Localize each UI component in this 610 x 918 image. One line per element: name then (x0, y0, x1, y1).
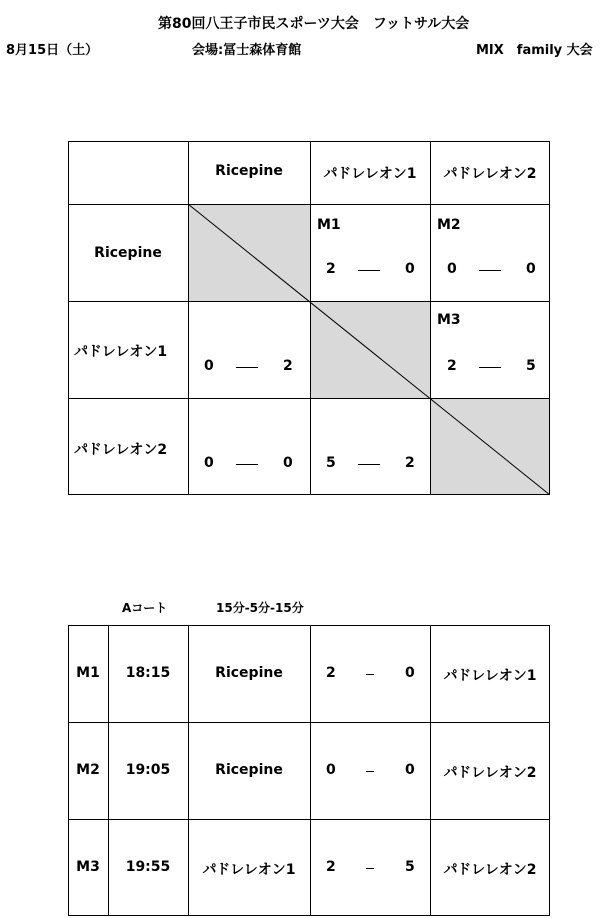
score-away: 0 (405, 261, 415, 277)
schedule-dash (366, 771, 374, 772)
match-label: M2 (437, 217, 461, 233)
schedule-time: 19:55 (125, 859, 171, 875)
score-dash (358, 464, 380, 465)
score-home: 0 (204, 455, 214, 471)
grid-vline (430, 141, 431, 495)
score-home: 2 (326, 261, 336, 277)
schedule-score1: 0 (326, 762, 336, 778)
table-hline (68, 722, 550, 723)
score-home: 2 (447, 358, 457, 374)
tournament-title: 第80回八王子市民スポーツ大会 フットサル大会 (158, 16, 470, 32)
score-dash (236, 367, 258, 368)
grid-border-bottom (68, 494, 550, 495)
score-home: 5 (326, 455, 336, 471)
row-header-team-1: Ricepine (94, 245, 162, 261)
court-label: Aコート (122, 601, 168, 615)
schedule-team1: Ricepine (215, 665, 283, 681)
row-header-team-3: パドレレオン2 (74, 442, 168, 458)
grid-hline (68, 204, 550, 205)
score-dash (236, 464, 258, 465)
schedule-team2: パドレレオン2 (443, 765, 537, 781)
table-hline (68, 819, 550, 820)
table-border-top (68, 625, 550, 626)
schedule-team2: パドレレオン2 (443, 862, 537, 878)
schedule-score2: 0 (405, 665, 415, 681)
schedule-match-id: M3 (76, 859, 100, 875)
score-home: 0 (204, 358, 214, 374)
score-away: 0 (283, 455, 293, 471)
table-vline (310, 625, 311, 916)
match-label: M3 (437, 312, 461, 328)
grid-vline (310, 141, 311, 495)
venue-label: 会場:冨士森体育館 (192, 43, 302, 58)
division-label: MIX family 大会 (476, 43, 593, 58)
table-border-bottom (68, 915, 550, 916)
schedule-score2: 0 (405, 762, 415, 778)
schedule-score2: 5 (405, 859, 415, 875)
score-away: 2 (405, 455, 415, 471)
grid-border-right (549, 141, 550, 495)
column-header-team-1: Ricepine (215, 163, 283, 179)
grid-hline (68, 398, 550, 399)
round-robin-grid (68, 141, 550, 495)
column-header-team-3: パドレレオン2 (443, 166, 537, 182)
schedule-time: 18:15 (125, 665, 171, 681)
score-home: 0 (447, 261, 457, 277)
schedule-time: 19:05 (125, 762, 171, 778)
grid-vline (188, 141, 189, 495)
grid-border-left (68, 141, 69, 495)
column-header-team-2: パドレレオン1 (323, 166, 417, 182)
score-dash (479, 367, 501, 368)
schedule-match-id: M2 (76, 762, 100, 778)
schedule-score1: 2 (326, 665, 336, 681)
score-dash (358, 270, 380, 271)
grid-border-top (68, 141, 550, 142)
grid-hline (68, 301, 550, 302)
match-label: M1 (317, 217, 341, 233)
schedule-table (68, 625, 550, 916)
schedule-dash (366, 674, 374, 675)
schedule-score1: 2 (326, 859, 336, 875)
score-dash (479, 270, 501, 271)
row-header-team-2: パドレレオン1 (74, 344, 168, 360)
event-date: 8月15日（土） (6, 43, 99, 58)
schedule-dash (366, 868, 374, 869)
schedule-team1: パドレレオン1 (202, 862, 296, 878)
schedule-team2: パドレレオン1 (443, 668, 537, 684)
score-away: 5 (526, 358, 536, 374)
schedule-match-id: M1 (76, 665, 100, 681)
score-away: 2 (283, 358, 293, 374)
match-format: 15分-5分-15分 (216, 601, 304, 615)
score-away: 0 (526, 261, 536, 277)
schedule-team1: Ricepine (215, 762, 283, 778)
